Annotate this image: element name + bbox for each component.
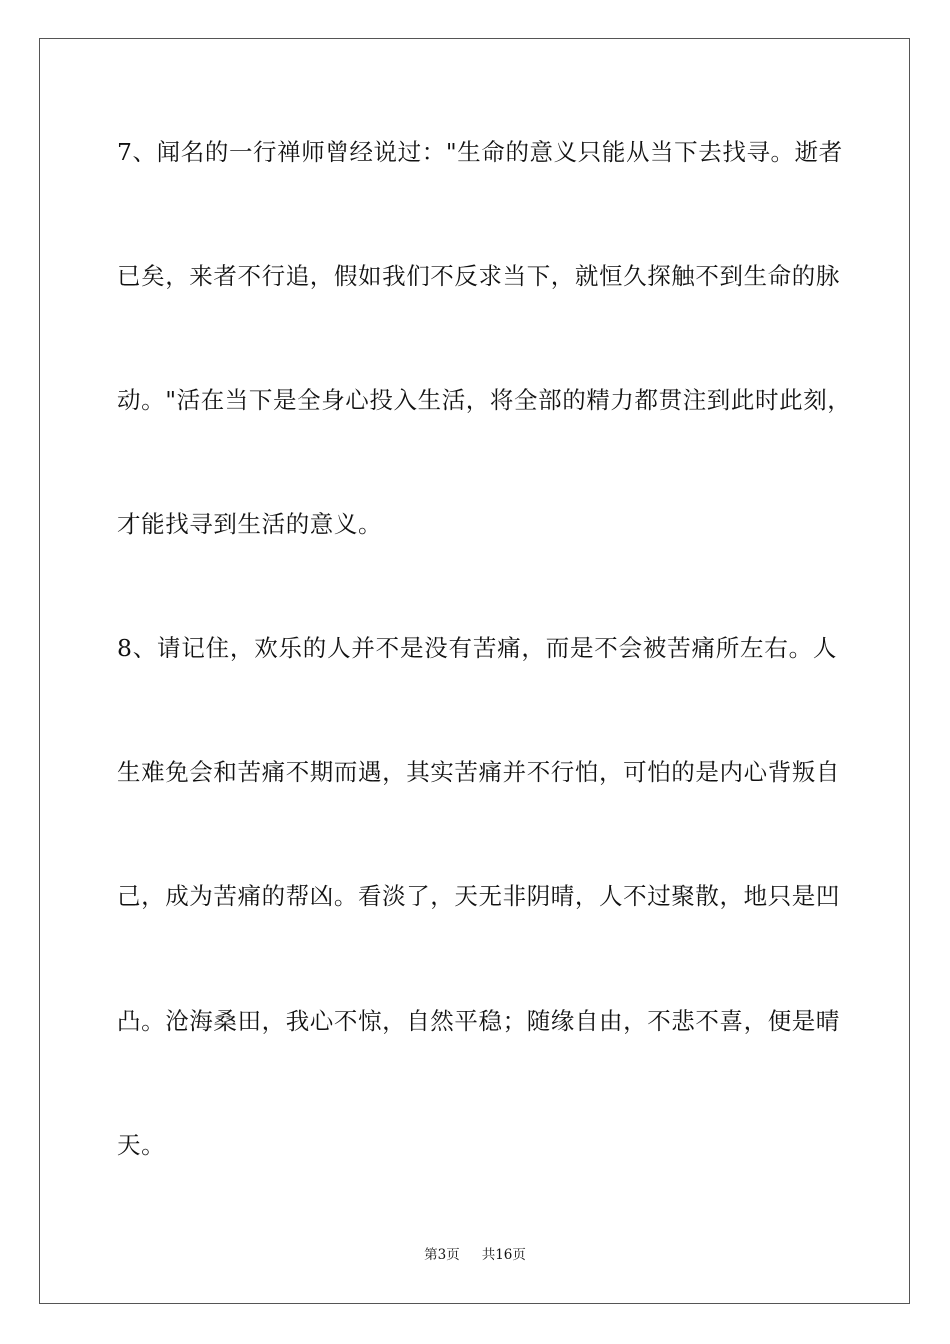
paragraph-8-line-4: 凸。沧海桑田，我心不惊，自然平稳；随缘自由，不悲不喜，便是晴: [117, 1007, 840, 1035]
page-number: 第3页: [424, 1247, 460, 1263]
paragraph-7-line-2: 已矣，来者不行追，假如我们不反求当下，就恒久探触不到生命的脉: [117, 262, 840, 290]
page-total: 共16页: [481, 1247, 526, 1263]
paragraph-7-line-1: 7、闻名的一行禅师曾经说过："生命的意义只能从当下去找寻。逝者: [117, 138, 843, 166]
page-footer: [0, 1246, 950, 1264]
page-border: [39, 38, 910, 1304]
paragraph-8-line-2: 生难免会和苦痛不期而遇，其实苦痛并不行怕，可怕的是内心背叛自: [117, 758, 840, 786]
paragraph-8-line-1: 8、请记住，欢乐的人并不是没有苦痛，而是不会被苦痛所左右。人: [117, 634, 837, 662]
paragraph-8-line-5: 天。: [117, 1131, 166, 1159]
paragraph-7-line-4: 才能找寻到生活的意义。: [117, 510, 383, 538]
paragraph-8-line-3: 己，成为苦痛的帮凶。看淡了，天无非阴晴，人不过聚散，地只是凹: [117, 882, 840, 910]
paragraph-7-line-3: 动。"活在当下是全身心投入生活，将全部的精力都贯注到此时此刻，: [117, 386, 852, 414]
